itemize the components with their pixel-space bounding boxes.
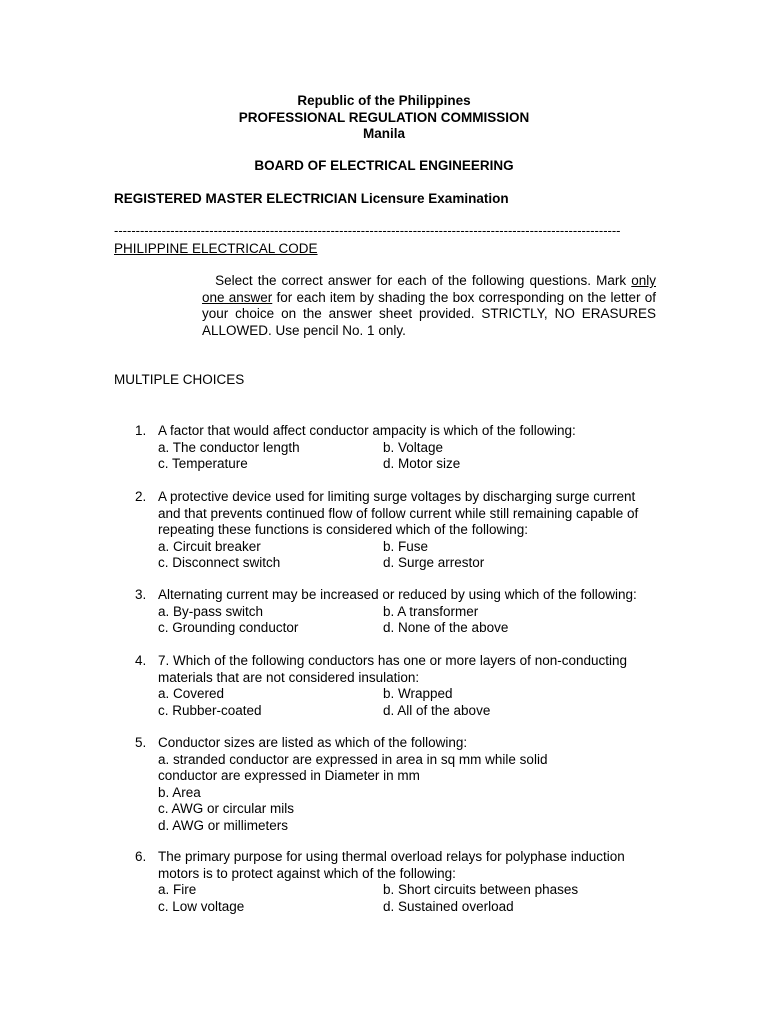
option-c: c. Temperature xyxy=(158,456,248,471)
option-b: b. A transformer xyxy=(383,603,479,619)
option-a: a. By-pass switch xyxy=(158,603,264,619)
exam-title-rest: Licensure Examination xyxy=(357,191,509,206)
instruction-underline-only: only xyxy=(631,273,656,288)
option-a: a. Fire xyxy=(158,882,197,897)
option-a: a. Covered xyxy=(158,686,225,701)
question-text: Conductor sizes are listed as which of the following: xyxy=(158,735,468,750)
option-a: a. Circuit breaker xyxy=(158,538,261,554)
exam-title-bold: REGISTERED MASTER ELECTRICIAN xyxy=(114,191,358,206)
question-number: 4. xyxy=(135,653,147,668)
option-d: d. Surge arrestor xyxy=(383,555,485,570)
option-b: b. Area xyxy=(158,784,201,800)
option-b: b. Short circuits between phases xyxy=(383,882,579,897)
document-header xyxy=(0,93,768,143)
question-number: 2. xyxy=(135,489,147,504)
question-text: A factor that would affect conductor ampacity is which of the following: xyxy=(158,423,576,438)
option-a: a. The conductor length xyxy=(158,439,300,455)
option-c: c. Disconnect switch xyxy=(158,555,281,570)
multiple-choices-label: MULTIPLE CHOICES xyxy=(114,372,245,387)
options xyxy=(158,882,655,915)
option-d: d. Motor size xyxy=(383,456,461,471)
header-commission: PROFESSIONAL REGULATION COMMISSION xyxy=(238,109,530,125)
question-body xyxy=(158,587,655,637)
question-body xyxy=(158,423,655,473)
option-d: d. All of the above xyxy=(383,702,491,718)
option-c: c. Rubber-coated xyxy=(158,702,262,718)
options xyxy=(158,539,655,572)
option-a-line2: conductor are expressed in Diameter in mm xyxy=(158,768,420,783)
question-number: 6. xyxy=(135,849,147,864)
instruction-part2: for each item by shading the box corresponding on the letter of your choice on the answer sheet provided. STRICTLY, NO ERASURES ALLOWED. Use pencil No. 1 only. xyxy=(202,289,657,338)
question-number: 3. xyxy=(135,587,147,602)
option-a-line1: a. stranded conductor are expressed in area in sq mm while solid xyxy=(158,751,548,767)
board-title: BOARD OF ELECTRICAL ENGINEERING xyxy=(254,158,514,173)
exam-title xyxy=(114,191,509,208)
question-text: A protective device used for limiting surge voltages by discharging surge current and that prevents continued flow of follow current while still remaining capable of repeating these functions is considered which of the following: xyxy=(158,489,639,537)
question-body xyxy=(158,489,655,572)
options xyxy=(158,440,655,473)
options xyxy=(158,686,655,719)
option-b: b. Voltage xyxy=(383,439,444,455)
question-number: 1. xyxy=(135,423,147,438)
question-text: The primary purpose for using thermal overload relays for polyphase induction motors is to protect against which of the following: xyxy=(158,849,625,881)
header-country: Republic of the Philippines xyxy=(297,93,471,108)
option-c: c. Low voltage xyxy=(158,898,245,914)
question-number: 5. xyxy=(135,735,147,750)
question-body xyxy=(158,735,655,834)
question-text: Alternating current may be increased or reduced by using which of the following: xyxy=(158,587,637,602)
instruction-text xyxy=(202,273,656,339)
question-body xyxy=(158,849,655,915)
option-c: c. Grounding conductor xyxy=(158,620,299,635)
instruction-underline-one-answer: one answer xyxy=(202,289,273,305)
dashed-divider: --------------------------------------------------------------------------------------------------------------------- xyxy=(114,225,621,237)
question-text: 7. Which of the following conductors has one or more layers of non-conducting materials that are not considered insulation: xyxy=(158,653,628,685)
options xyxy=(158,604,655,637)
option-d: d. Sustained overload xyxy=(383,898,514,914)
option-b: b. Fuse xyxy=(383,538,429,554)
option-d: d. AWG or millimeters xyxy=(158,817,289,833)
options xyxy=(158,752,655,835)
header-city: Manila xyxy=(362,126,405,141)
question-body xyxy=(158,653,655,719)
section-title: PHILIPPINE ELECTRICAL CODE xyxy=(114,241,318,256)
option-b: b. Wrapped xyxy=(383,686,453,701)
option-d: d. None of the above xyxy=(383,620,509,635)
instruction-part1: Select the correct answer for each of the following questions. Mark xyxy=(210,273,632,288)
option-c: c. AWG or circular mils xyxy=(158,801,295,816)
